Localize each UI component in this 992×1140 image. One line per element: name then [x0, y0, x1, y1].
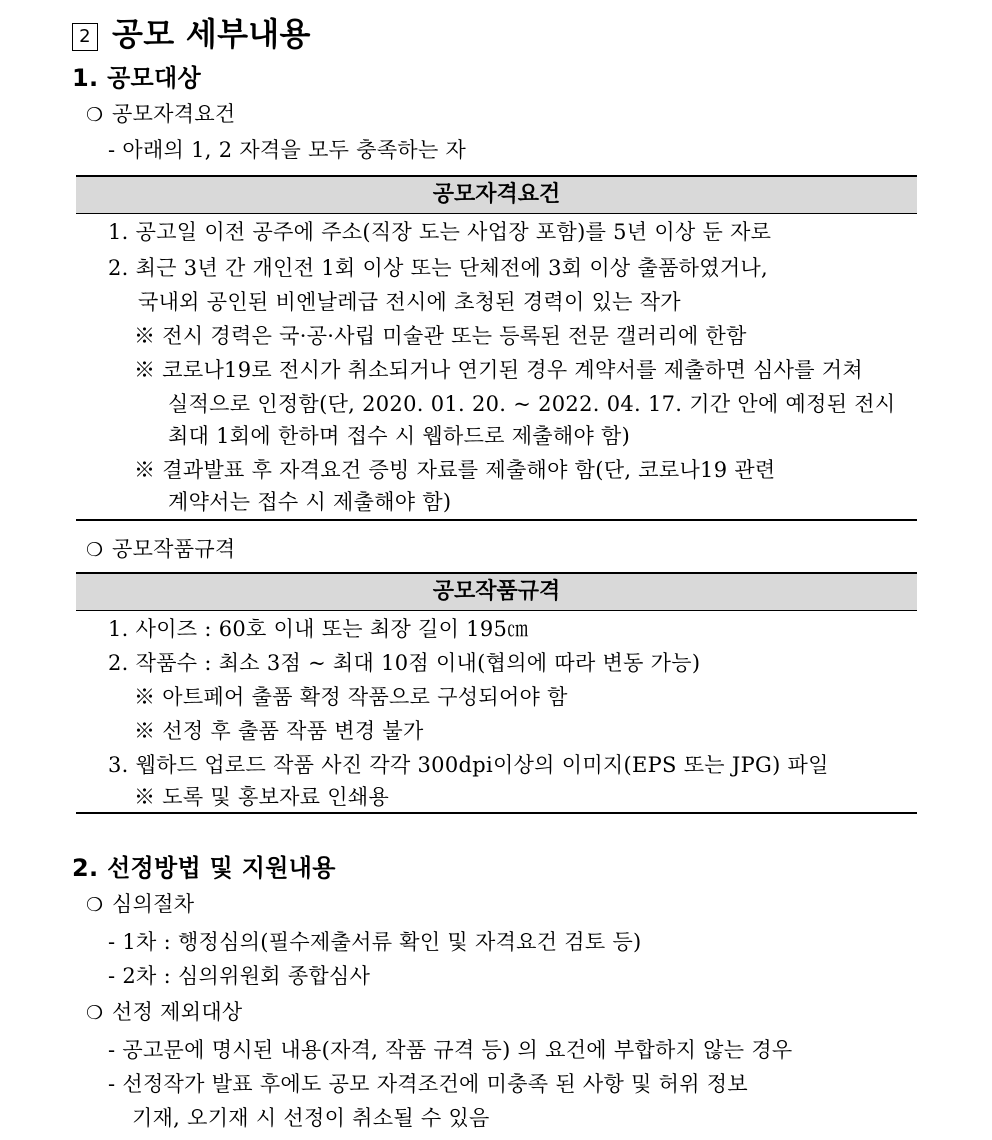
eligibility-note: ※ 코로나19로 전시가 취소되거나 연기된 경우 계약서를 제출하면 심사를 거쳐 [134, 358, 863, 382]
procedure-bullet [86, 889, 194, 920]
eligibility-intro: - 아래의 1, 2 자격을 모두 충족하는 자 [108, 138, 467, 162]
part1-heading: 1. 공모대상 [72, 64, 202, 92]
exclusion-item: - 선정작가 발표 후에도 공모 자격조건에 미충족 된 사항 및 허위 정보 [108, 1072, 748, 1096]
eligibility-note-cont: 실적으로 인정함(단, 2020. 01. 20. ~ 2022. 04. 17. 기간 안에 예정된 전시 [168, 392, 896, 416]
exclusion-bullet-text: 선정 제외대상 [112, 1000, 243, 1024]
eligibility-row: 1. 공고일 이전 공주에 주소(직장 도는 사업장 포함)를 5년 이상 둔 자로 [108, 220, 772, 244]
specs-bullet-text: 공모작품규격 [112, 537, 236, 561]
section-title-text: 공모 세부내용 [112, 15, 311, 53]
eligibility-row: 2. 최근 3년 간 개인전 1회 이상 또는 단체전에 3회 이상 출품하였거나, [108, 256, 768, 280]
specs-row: 3. 웹하드 업로드 작품 사진 각각 300dpi이상의 이미지(EPS 또는 JPG) 파일 [108, 753, 829, 777]
bullet-circle-icon: ❍ [86, 539, 104, 561]
procedure-item: - 1차 : 행정심의(필수제출서류 확인 및 자격요건 검토 등) [108, 930, 642, 954]
eligibility-note: ※ 전시 경력은 국·공·사립 미술관 또는 등록된 전문 갤러리에 한함 [134, 324, 747, 348]
part2-heading: 2. 선정방법 및 지원내용 [72, 854, 336, 882]
eligibility-row: 국내외 공인된 비엔날레급 전시에 초청된 경력이 있는 작가 [138, 290, 681, 314]
eligibility-note: ※ 결과발표 후 자격요건 증빙 자료를 제출해야 함(단, 코로나19 관련 [134, 458, 776, 482]
procedure-item: - 2차 : 심의위원회 종합심사 [108, 964, 371, 988]
specs-row: 1. 사이즈 : 60호 이내 또는 최장 길이 195㎝ [108, 617, 529, 641]
specs-table-bottom-rule [76, 812, 917, 814]
specs-note: ※ 아트페어 출품 확정 작품으로 구성되어야 함 [134, 685, 568, 709]
eligibility-bullet [86, 99, 236, 130]
bullet-circle-icon: ❍ [86, 894, 104, 916]
exclusion-item: - 공고문에 명시된 내용(자격, 작품 규격 등) 의 요건에 부합하지 않는 경우 [108, 1038, 793, 1062]
bullet-circle-icon: ❍ [86, 1002, 104, 1024]
specs-table-header: 공모작품규격 [76, 572, 917, 611]
bullet-circle-icon: ❍ [86, 104, 104, 126]
specs-note: ※ 도록 및 홍보자료 인쇄용 [134, 785, 390, 809]
specs-bullet [86, 534, 236, 565]
eligibility-table-bottom-rule [76, 519, 917, 521]
specs-note: ※ 선정 후 출품 작품 변경 불가 [134, 719, 424, 743]
eligibility-note-cont: 계약서는 접수 시 제출해야 함) [168, 490, 452, 514]
eligibility-table [76, 175, 917, 214]
exclusion-item-cont: 기재, 오기재 시 선정이 취소될 수 있음 [132, 1106, 490, 1130]
section-title [72, 14, 311, 54]
exclusion-bullet [86, 997, 243, 1028]
eligibility-table-header: 공모자격요건 [76, 175, 917, 214]
specs-table [76, 572, 917, 611]
specs-row: 2. 작품수 : 최소 3점 ~ 최대 10점 이내(협의에 따라 변동 가능) [108, 651, 701, 675]
procedure-bullet-text: 심의절차 [112, 892, 195, 916]
section-number-box: 2 [72, 23, 98, 51]
eligibility-note-cont: 최대 1회에 한하며 접수 시 웹하드로 제출해야 함) [168, 424, 631, 448]
eligibility-bullet-text: 공모자격요건 [112, 102, 236, 126]
